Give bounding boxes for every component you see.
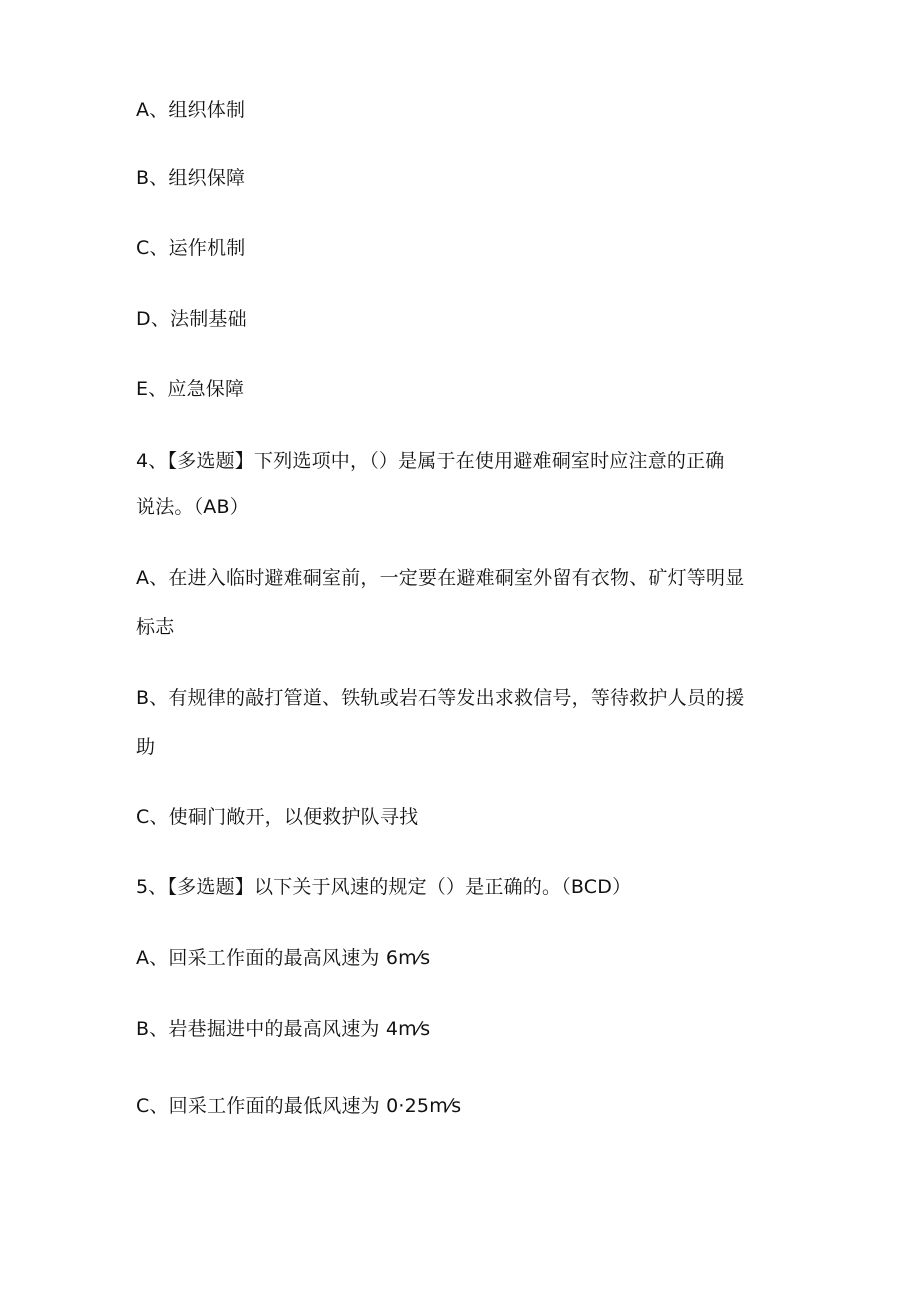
q3-option-e: E、应急保障 [136, 378, 245, 400]
q4-stem-line2: 说法。（AB） [136, 496, 249, 518]
q5-option-c: C、回采工作面的最低风速为 0·25m⁄s [136, 1095, 462, 1117]
q4-option-c: C、使硐门敞开，以便救护队寻找 [136, 806, 419, 828]
q5-option-a: A、回采工作面的最高风速为 6m⁄s [136, 947, 431, 969]
q4-stem-line1: 4、【多选题】下列选项中，（）是属于在使用避难硐室时应注意的正确 [136, 450, 725, 472]
q3-option-a: A、组织体制 [136, 99, 246, 121]
q3-option-c: C、运作机制 [136, 237, 246, 259]
q3-option-d: D、法制基础 [136, 308, 247, 330]
q3-option-b: B、组织保障 [136, 167, 246, 189]
q4-option-b-line2: 助 [136, 736, 156, 758]
q4-option-b-line1: B、有规律的敲打管道、铁轨或岩石等发出求救信号，等待救护人员的援 [136, 687, 745, 709]
q4-option-a-line2: 标志 [136, 616, 175, 638]
q5-option-b: B、岩巷掘进中的最高风速为 4m⁄s [136, 1018, 431, 1040]
q5-stem: 5、【多选题】以下关于风速的规定（）是正确的。（BCD） [136, 876, 632, 898]
q4-option-a-line1: A、在进入临时避难硐室前，一定要在避难硐室外留有衣物、矿灯等明显 [136, 567, 745, 589]
